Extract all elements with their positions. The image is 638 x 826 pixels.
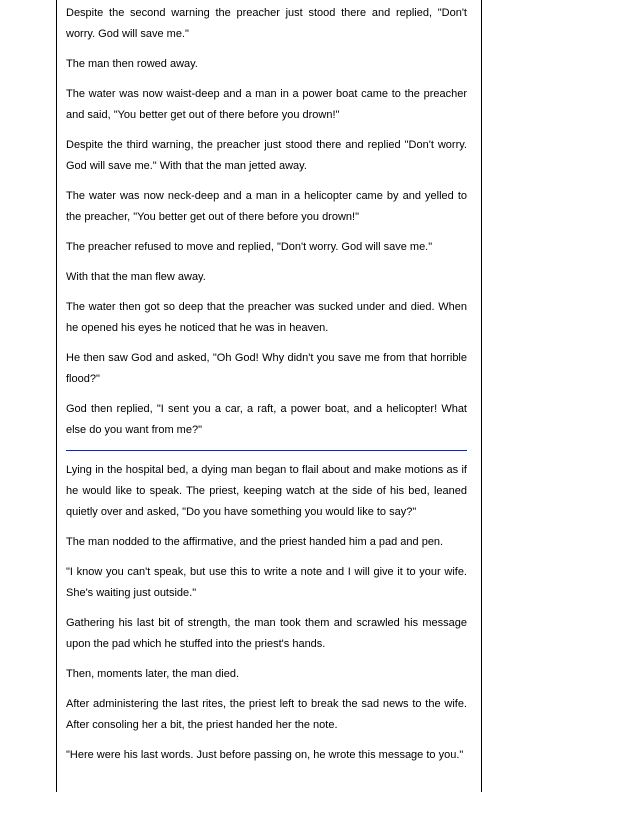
paragraph: The preacher refused to move and replied, "Don't worry. God will save me." — [66, 241, 433, 253]
paragraph: After administering the last rites, the priest left to break the sad news to the wife. After consoling her a bit, the priest handed her the note. — [66, 698, 467, 731]
paragraph: The water was now neck-deep and a man in a helicopter came by and yelled to the preacher, "You better get out of there before you drown!" — [66, 190, 467, 223]
paragraph: "Here were his last words. Just before passing on, he wrote this message to you." — [66, 749, 464, 761]
paragraph: Gathering his last bit of strength, the man took them and scrawled his message upon the pad which he stuffed into the priest's hands. — [66, 617, 467, 650]
paragraph: Then, moments later, the man died. — [66, 668, 240, 680]
paragraph: He then saw God and asked, "Oh God! Why didn't you save me from that horrible flood?" — [66, 352, 467, 385]
paragraph: The man nodded to the affirmative, and the priest handed him a pad and pen. — [66, 536, 444, 548]
paragraph: Despite the third warning, the preacher just stood there and replied "Don't worry. God will save me." With that the man jetted away. — [66, 139, 467, 172]
paragraph: With that the man flew away. — [66, 271, 206, 283]
paragraph: The water was now waist-deep and a man in a power boat came to the preacher and said, "You better get out of there before you drown!" — [66, 88, 467, 121]
right-margin-rule — [481, 0, 482, 792]
paragraph: God then replied, "I sent you a car, a raft, a power boat, and a helicopter! What else do you want from me?" — [66, 403, 467, 436]
paragraph: Lying in the hospital bed, a dying man began to flail about and make motions as if he would like to speak. The priest, keeping watch at the side of his bed, leaned quietly over and asked, "Do you have something you would like to say?" — [66, 464, 467, 518]
section-divider — [66, 450, 467, 451]
page-content — [66, 3, 467, 775]
paragraph: "I know you can't speak, but use this to write a note and I will give it to your wife. She's waiting just outside." — [66, 566, 467, 599]
paragraph: The man then rowed away. — [66, 58, 198, 70]
left-margin-rule — [56, 0, 57, 792]
paragraph: The water then got so deep that the preacher was sucked under and died. When he opened his eyes he noticed that he was in heaven. — [66, 301, 467, 334]
paragraph: Despite the second warning the preacher just stood there and replied, "Don't worry. God will save me." — [66, 7, 467, 40]
